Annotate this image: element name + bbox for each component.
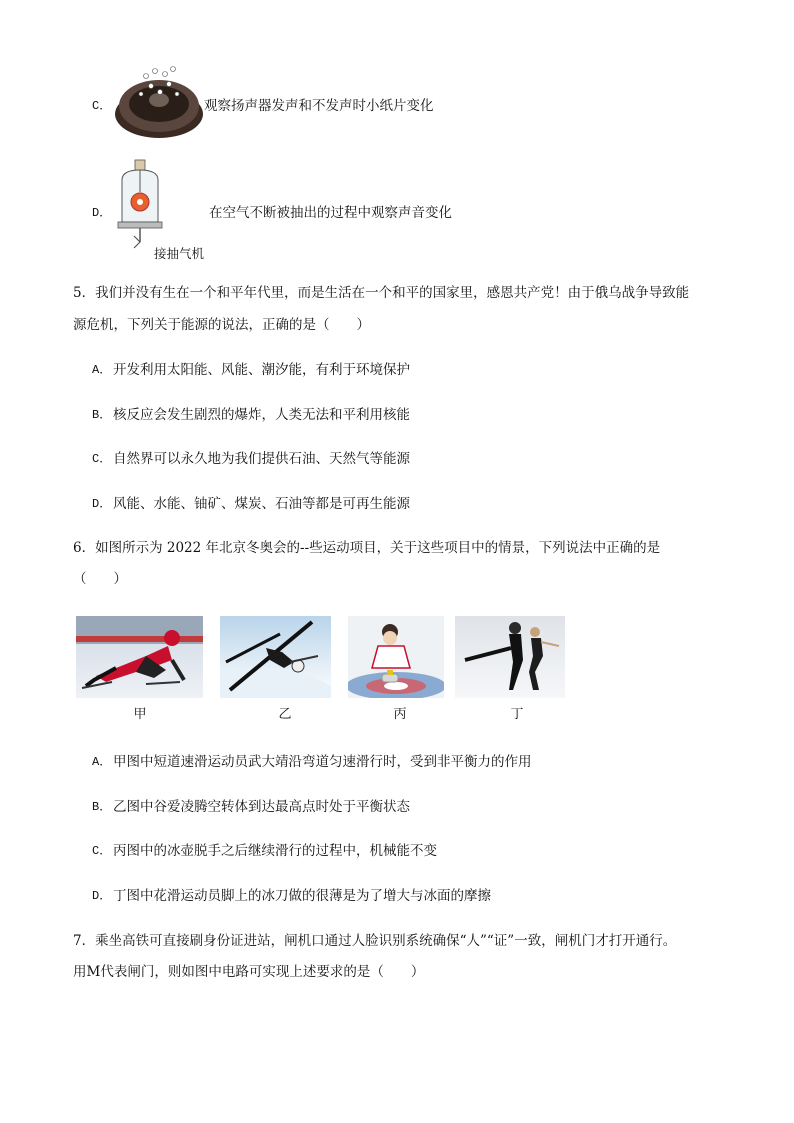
question-stem-line2: 源危机，下列关于能源的说法，正确的是（ ）: [73, 317, 370, 333]
bell-jar-image: [114, 158, 166, 250]
question-stem-line1: 7．乘坐高铁可直接刷身份证进站，闸机口通过人脸识别系统确保“人”“证”一致，闸机门才打开通行。: [73, 933, 677, 949]
option-text: 观察扬声器发声和不发声时小纸片变化: [204, 98, 434, 114]
option-text: 在空气不断被抽出的过程中观察声音变化: [209, 205, 452, 221]
speaker-image: [113, 64, 205, 140]
option-letter: D．: [92, 497, 112, 511]
option-text: 丙图中的冰壶脱手之后继续滑行的过程中，机械能不变: [113, 843, 437, 859]
option-letter: C．: [92, 452, 112, 466]
option-text: 自然界可以永久地为我们提供石油、天然气等能源: [113, 451, 410, 467]
option-text: 风能、水能、铀矿、煤炭、石油等都是可再生能源: [113, 496, 410, 512]
option-letter: D．: [92, 206, 112, 220]
figure-label: 接抽气机: [154, 246, 205, 261]
option-letter: B．: [92, 408, 112, 422]
option-letter: A．: [92, 755, 112, 769]
caption-bing: 丙: [393, 707, 407, 722]
option-letter: C．: [92, 99, 112, 113]
option-letter: C．: [92, 844, 112, 858]
option-letter: B．: [92, 800, 112, 814]
option-text: 丁图中花滑运动员脚上的冰刀做的很薄是为了增大与冰面的摩擦: [113, 888, 491, 904]
question-stem-line1: 6．如图所示为 2022 年北京冬奥会的--些运动项目，关于这些项目中的情景，下列说法中正确的是: [73, 540, 661, 556]
photo-freestyle-skier: [220, 616, 331, 698]
caption-yi: 乙: [278, 707, 292, 722]
caption-jia: 甲: [133, 707, 147, 722]
option-text: 乙图中谷爱凌腾空转体到达最高点时处于平衡状态: [113, 799, 410, 815]
option-letter: A．: [92, 363, 112, 377]
caption-ding: 丁: [510, 707, 524, 722]
option-text: 甲图中短道速滑运动员武大靖沿弯道匀速滑行时，受到非平衡力的作用: [113, 754, 532, 770]
photo-figure-skating: [455, 616, 565, 698]
option-letter: D．: [92, 889, 112, 903]
option-text: 核反应会发生剧烈的爆炸，人类无法和平利用核能: [113, 407, 410, 423]
photo-speed-skater: [76, 616, 203, 698]
question-stem-line2: 用M代表闸门，则如图中电路可实现上述要求的是（ ）: [73, 964, 425, 980]
photo-curling: [348, 616, 444, 698]
question-stem-line2: （ ）: [73, 571, 127, 587]
question-stem-line1: 5．我们并没有生在一个和平年代里，而是生活在一个和平的国家里，感恩共产党！由于俄乌战争导致能: [73, 285, 690, 301]
option-text: 开发利用太阳能、风能、潮汐能，有利于环境保护: [113, 362, 410, 378]
